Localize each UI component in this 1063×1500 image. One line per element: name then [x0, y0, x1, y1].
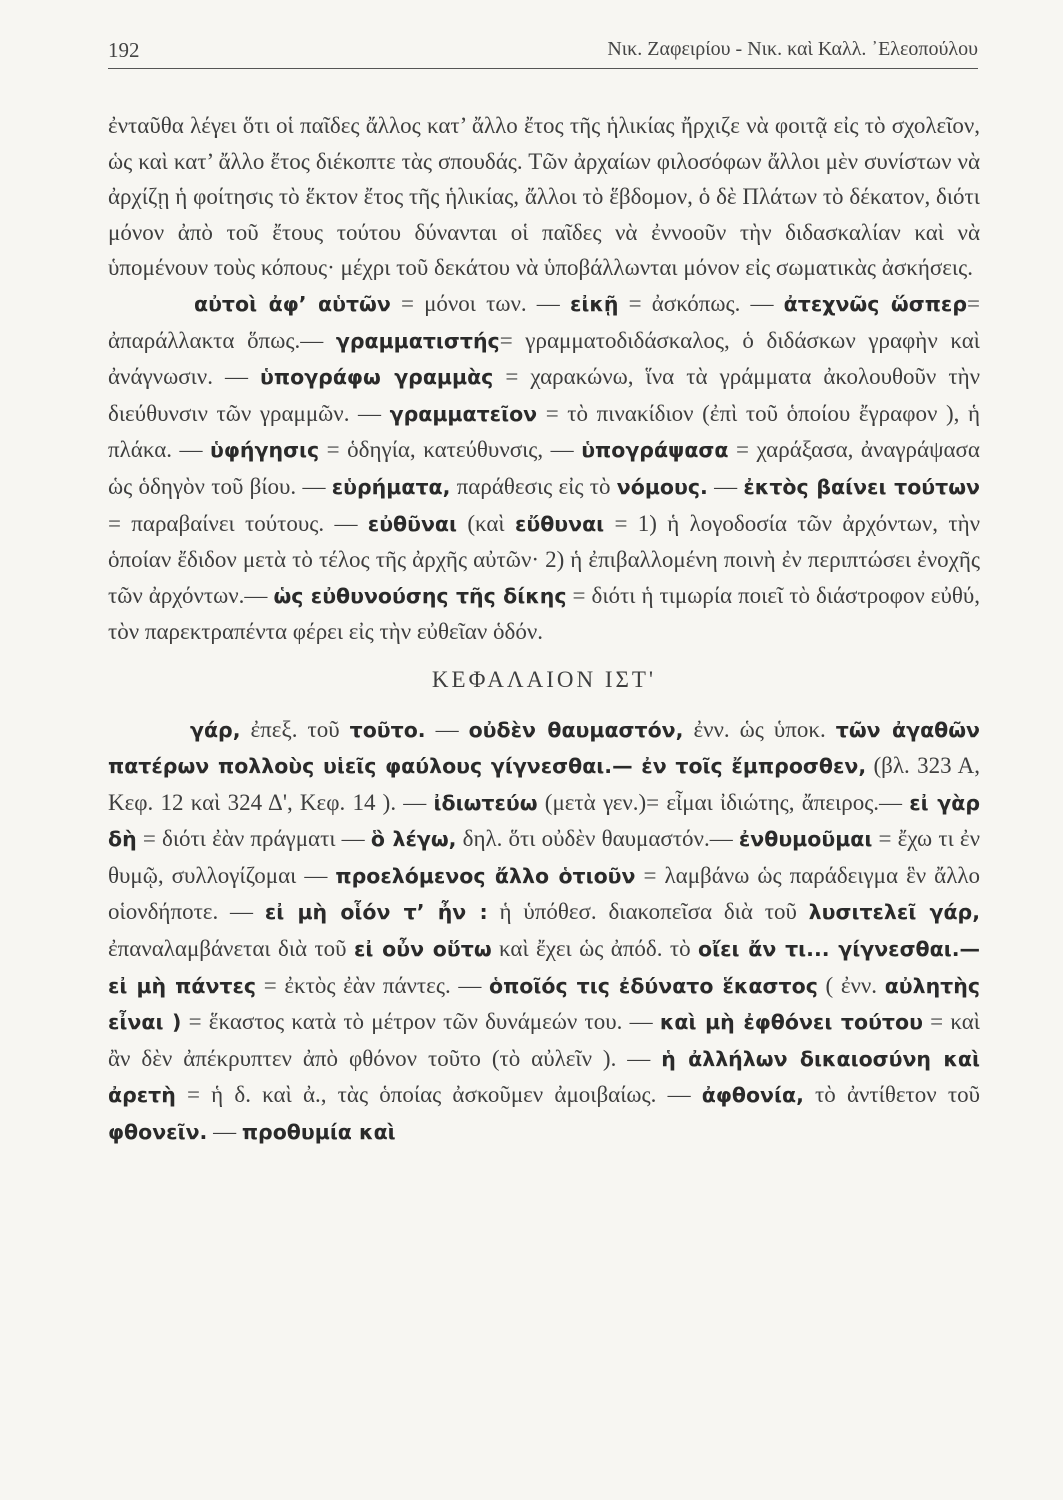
chapter-heading: ΚΕΦΑΛΑΙΟΝ ΙΣΤ'	[431, 666, 657, 692]
lemma: ὑπογράψασα	[581, 438, 729, 463]
lemma: γραμματιστής	[335, 328, 500, 353]
lemma: ὑπογράφω γραμμὰς	[260, 365, 494, 390]
text-run: ἐνταῦθα λέγει ὅτι οἱ παῖδες ἄλλος κατ’ ἄλλο ἔτος τῆς ἡλικίας ἤρχιζε νὰ φοιτᾷ εἰς τὸ σχολεῖον, ὡς καὶ κατ’ ἄλλο ἔτος διέκοπτε τὰς σπουδάς. Τῶν ἀρχαίων φιλοσόφων ἄλλοι μὲν συνίστων νὰ ἀρχίζῃ ἡ φοίτησις τὸ ἕκτον ἔτος τῆς ἡλικίας, ἄλλοι τὸ ἕβδομον, ὁ δὲ Πλάτων τὸ δέκατον, διότι μόνον ἀπὸ τοῦ ἔτους τούτου δύνανται οἱ παῖδες νὰ ἐννοοῦν τὴν διδασκαλίαν καὶ νὰ ὑπομένουν τοὺς κόπους· μέχρι τοῦ δεκάτου νὰ ὑποβάλλωνται μόνον εἰς σωματικὰς ἀσκήσεις.	[108, 113, 980, 281]
lemma: τῶν ἀγαθῶν πατέρων πολλοὺς υἱεῖς φαύλους γίγνεσθαι.— ἐν τοῖς ἔμπροσθεν,	[108, 717, 981, 779]
gloss: = καὶ ἂν δὲν ἀπέκρυπτεν ἀπὸ φθόνον τοῦτο (τὸ αὐλεῖν ). —	[108, 1009, 980, 1071]
lemma: εἰ γὰρ δὴ	[108, 790, 980, 852]
lemma: προελόμενος ἄλλο ὁτιοῦν	[335, 863, 636, 888]
lemma: εἰκῇ	[569, 291, 619, 316]
gloss: = χαράξασα, ἀναγράψασα ὡς ὁδηγὸν τοῦ βίου. —	[108, 437, 980, 499]
gloss: = τὸ πινακίδιον (ἐπὶ τοῦ ὁποίου ἔγραφον ), ἡ πλάκα. —	[108, 400, 980, 463]
lemma: ἐνθυμοῦμαι	[738, 827, 873, 852]
gloss: ἡ ὑπόθεσ. διακοπεῖσα διὰ τοῦ	[487, 899, 809, 925]
gloss: —	[207, 1119, 242, 1145]
paragraph-intro	[108, 108, 980, 286]
lemma: καὶ μὴ ἐφθόνει τούτου	[659, 1010, 923, 1035]
lemma: γραμματεῖον	[389, 401, 538, 426]
gloss: —	[707, 473, 744, 499]
gloss: δηλ. ὅτι οὐδὲν θαυμαστόν.—	[456, 826, 739, 852]
gloss: (καὶ	[457, 510, 515, 536]
lemma: ἐκτὸς βαίνει τούτων	[743, 474, 980, 499]
gloss: = παραβαίνει τούτους. —	[108, 510, 368, 536]
gloss: καὶ ἔχει ὡς ἀπόδ. τὸ	[491, 936, 699, 962]
gloss: ἐνν. ὡς ὑποκ.	[683, 716, 836, 742]
lemma: ὁποῖός τις ἐδύνατο ἕκαστος	[489, 973, 818, 998]
lemma: ἡ ἀλλήλων δικαιοσύνη καὶ ἀρετὴ	[108, 1046, 980, 1108]
gloss: = ἐκτὸς ἐὰν πάντες. —	[256, 972, 489, 998]
lemma: προθυμία καὶ	[241, 1120, 396, 1145]
lemma: οὐδὲν θαυμαστόν,	[468, 717, 684, 742]
lemma: ἀτεχνῶς ὥσπερ	[783, 291, 967, 316]
lemma: ὡς εὐθυνούσης τῆς δίκης	[273, 583, 567, 608]
lemma: ὑφήγησις	[210, 438, 320, 463]
lemma: εὔθυναι	[514, 511, 605, 536]
gloss: = ἡ δ. καὶ ἀ., τὰς ὁποίας ἀσκοῦμεν ἀμοιβαίως. —	[175, 1082, 702, 1108]
gloss: = ἀπαράλλακτα ὅπως.—	[108, 290, 980, 353]
paragraph-glossary-1	[108, 286, 980, 650]
lemma: εἰ οὖν οὕτω	[353, 937, 492, 962]
gloss: παράθεσις εἰς τὸ	[450, 473, 617, 499]
main-text	[108, 108, 980, 1151]
lemma: εἰ μὴ οἷόν τ’ ἦν :	[264, 900, 488, 925]
gloss: = ὁδηγία, κατεύθυνσις, —	[319, 437, 582, 463]
page-header	[108, 34, 978, 69]
gloss: (βλ. 323 Α, Κεφ. 12 καὶ 324 Δ', Κεφ. 14 ). —	[108, 753, 980, 815]
gloss: (μετὰ γεν.)= εἶμαι ἰδιώτης, ἄπειρος.—	[537, 789, 910, 815]
lemma: ἀφθονία,	[701, 1083, 804, 1108]
lemma: νόμους.	[616, 474, 708, 499]
lemma: λυσιτελεῖ γάρ,	[808, 900, 981, 925]
lemma: αὐτοὶ ἀφ’ αὑτῶν	[194, 291, 391, 316]
gloss: = χαρακώνω, ἵνα τὰ γράμματα ἀκολουθοῦν τὴν διεύθυνσιν τῶν γραμμῶν. —	[108, 364, 981, 426]
gloss: = ἕκαστος κατὰ τὸ μέτρον τῶν δυνάμεών του. —	[181, 1009, 660, 1035]
running-head: Νικ. Ζαφειρίου - Νικ. καὶ Καλλ. ᾿Ελεοπούλου	[607, 38, 978, 60]
gloss: ἐπαναλαμβάνεται διὰ τοῦ	[108, 936, 354, 962]
lemma: φθονεῖν.	[108, 1120, 208, 1145]
gloss: = λαμβάνω ὡς παράδειγμα ἓν ἄλλο οἱονδήποτε. —	[108, 862, 980, 925]
gloss: —	[425, 716, 469, 742]
paragraph-glossary-2	[108, 712, 980, 1151]
lemma: τοῦτο.	[349, 717, 426, 742]
gloss: = ἀσκόπως. —	[618, 290, 784, 316]
gloss: = 1) ἡ λογοδοσία τῶν ἀρχόντων, τὴν ὁποίαν ἔδιδον μετὰ τὸ τέλος τῆς ἀρχῆς αὐτῶν· 2) ἡ ἐπιβαλλομένη ποινὴ ἐν περιπτώσει ἐνοχῆς τῶν ἀρχόντων.—	[108, 510, 980, 608]
gloss: = γραμματοδιδάσκαλος, ὁ διδάσκων γραφὴν καὶ ἀνάγνωσιν. —	[108, 327, 980, 390]
gloss: = διότι ἡ τιμωρία ποιεῖ τὸ διάστροφον εὐθύ, τὸν παρεκτραπέντα φέρει εἰς τὴν εὐθεῖαν ὁδόν.	[108, 582, 980, 645]
lemma: εὑρήματα,	[331, 474, 451, 499]
gloss: ( ἐνν.	[817, 972, 885, 998]
gloss: ἐπεξ. τοῦ	[240, 716, 350, 742]
lemma: αὐλητὴς εἶναι )	[108, 973, 981, 1035]
lemma: ὃ λέγω,	[370, 827, 457, 852]
lemma: εὐθῦναι	[367, 511, 457, 536]
page-number: 192	[108, 38, 140, 62]
lemma: γάρ,	[190, 717, 241, 742]
gloss: τὸ ἀντίθετον τοῦ	[803, 1082, 980, 1108]
gloss: = ἔχω τι ἐν θυμῷ, συλλογίζομαι —	[108, 826, 980, 888]
gloss: = μόνοι των. —	[390, 290, 570, 316]
lemma: ἰδιωτεύω	[433, 790, 538, 815]
lemma: οἴει ἄν τι... γίγνεσθαι.— εἰ μὴ πάντες	[108, 937, 980, 998]
gloss: = διότι ἐὰν πράγματι —	[136, 826, 371, 852]
